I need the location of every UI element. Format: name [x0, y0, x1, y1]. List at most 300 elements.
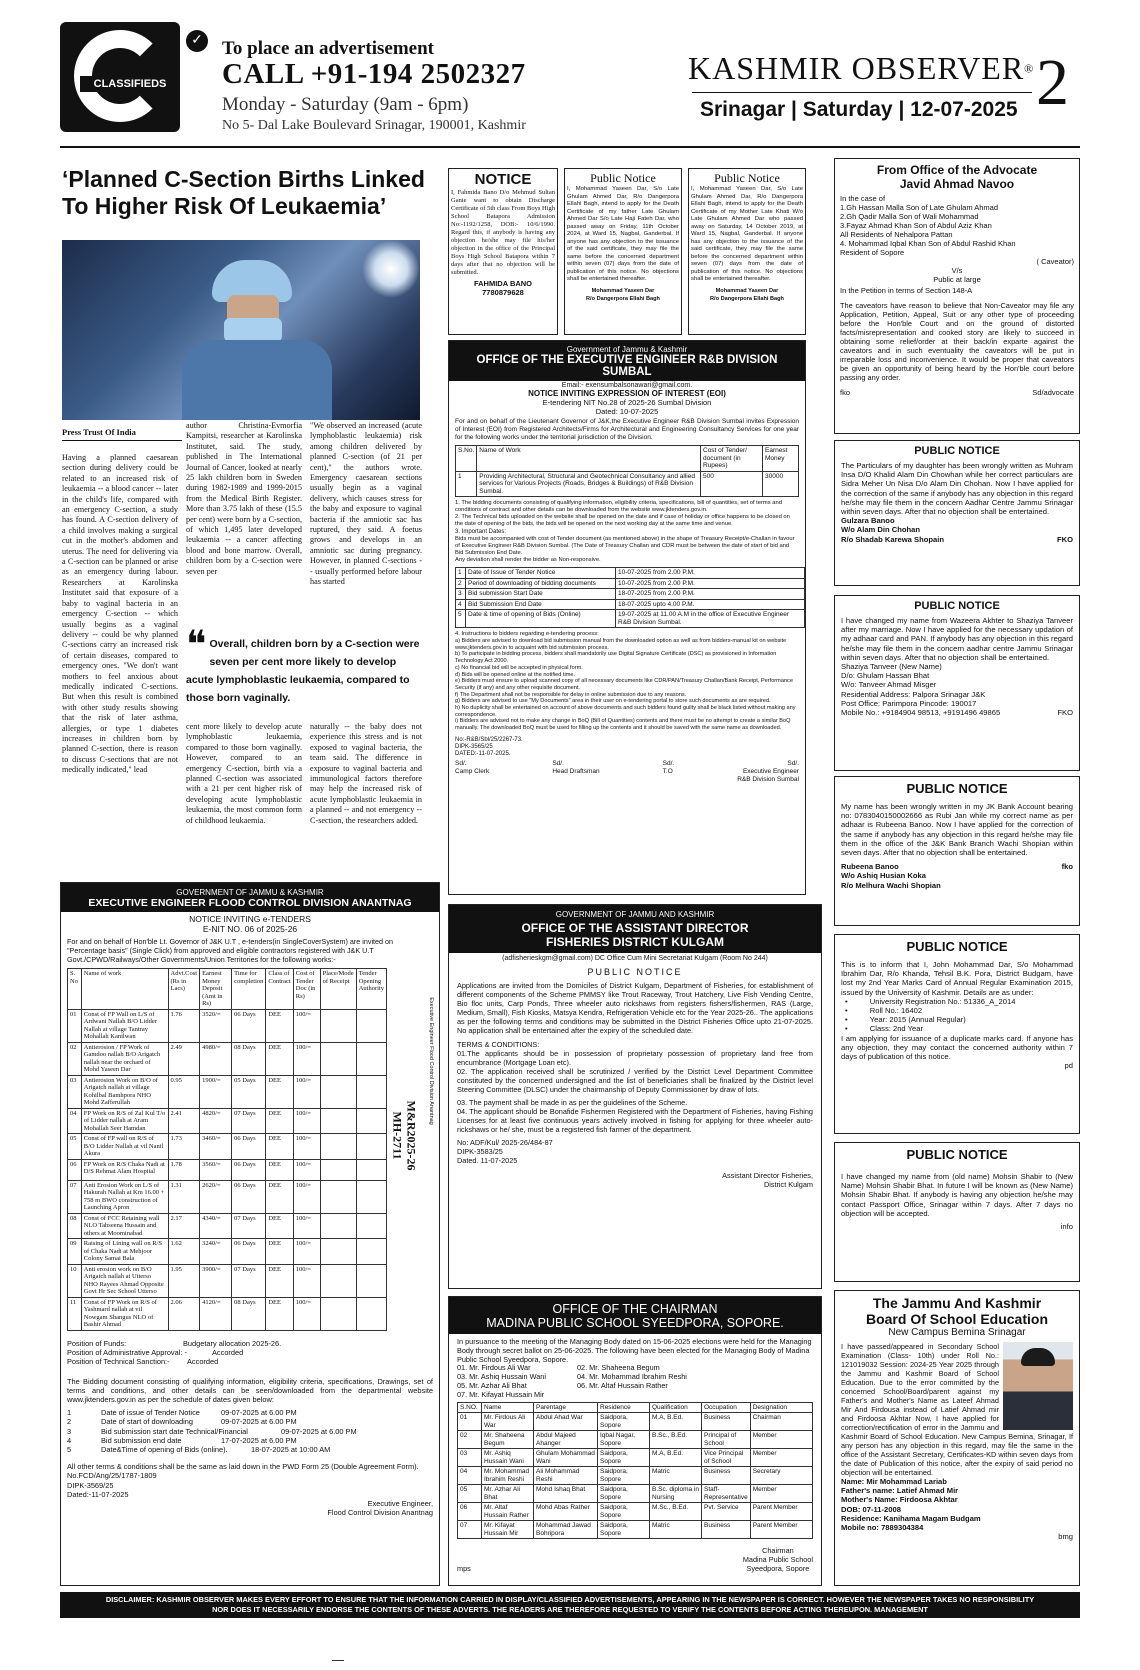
flood-cell: 04: [68, 1108, 82, 1134]
rnb-dated2: DATED:-11-07-2025.: [455, 750, 511, 757]
flood-row: [68, 1213, 387, 1239]
article-column-3: "We observed an increased (acute lymphoblastic leukaemia) risk among children delivered by planned C-section (of 21 per cent)," the authors wrote. Emergency caesarean sections usually begin as a vaginal delivery, which causes stress for the baby and exposure to vaginal bacteria if the amniotic sac has ruptured, they said. A foetus grows and develops in an amniotic sac during pregnancy. However, in planned C-sections -- usually performed before labour has started: [310, 421, 422, 587]
public-notice-gulzara: [834, 440, 1080, 586]
flood-row: [68, 1159, 387, 1180]
flood-cell: 06 Days: [232, 1159, 266, 1180]
rnb-dipk: DIPK-3565/25: [455, 743, 493, 750]
notice-tag: pd: [1064, 1061, 1073, 1071]
rnb-date-cell: Bid submission Start Date: [466, 589, 616, 600]
flood-cell: [320, 1134, 356, 1160]
madina-cell: Mr. Azhar Ali Bhat: [482, 1485, 534, 1503]
flood-row: [68, 1134, 387, 1160]
classifieds-logo: [60, 22, 180, 132]
notice-relation: W/o Ashiq Husian Koka: [841, 871, 926, 881]
fish-dipk: DIPK-3583/25: [457, 1147, 503, 1156]
article-byline: Press Trust Of India: [62, 427, 136, 437]
flood-vert-2: MH-2711: [390, 1111, 405, 1160]
madina-school-notice: [448, 1296, 822, 1586]
advert-address: No 5- Dal Lake Boulevard Srinagar, 190001, Kashmir: [222, 118, 526, 133]
madina-cell: Mohammad Jawad Bohripora: [534, 1521, 598, 1539]
rnb-date-cell: Period of downloading of bidding documents: [466, 578, 616, 589]
flood-cell: Const of FP wall on R/S of B/O Lidder Nallah at vil Nanil Akura: [81, 1134, 168, 1160]
flood-cell: 4820/=: [200, 1108, 232, 1134]
flood-pos-label: Position of Administrative Approval: -: [67, 1348, 187, 1358]
flood-cell: [356, 1159, 386, 1180]
flood-cell: [356, 1180, 386, 1213]
rnb-date-cell: 10-07-2025 from 2.00 P.M.: [616, 568, 805, 579]
madina-mps: mps: [457, 1563, 471, 1573]
madina-cell: Business: [702, 1413, 751, 1431]
madina-cell: Mr. Shaheena Begum: [482, 1431, 534, 1449]
flood-cell: 2.17: [168, 1213, 200, 1239]
madina-cell: B.Sc. diploma in Nursing: [650, 1485, 702, 1503]
madina-cell: Mr. Ashiq Hussain Wani: [482, 1449, 534, 1467]
flood-cell: [356, 1042, 386, 1075]
rnb-date-cell: 4: [456, 599, 466, 610]
flood-cell: 02: [68, 1042, 82, 1075]
flood-row: [68, 1009, 387, 1042]
madina-cell: Saidpora, Sopore: [598, 1503, 650, 1521]
fish-title-1: OFFICE OF THE ASSISTANT DIRECTOR: [521, 921, 749, 935]
rnb-instruction: h) No duplicity shall be entertained on account of above documents and such bidders found guilty shall be black listed without making any correspondence.: [455, 705, 796, 718]
flood-cell: 09: [68, 1239, 82, 1265]
madina-col: Qualification: [650, 1402, 702, 1413]
madina-sign-1: Chairman: [762, 1546, 794, 1556]
page-number: 2: [1036, 46, 1069, 119]
madina-sign-2: Madina Public School: [742, 1554, 813, 1564]
notice-body: The Particulars of my daughter has been wrongly written as Muhram Insa D/O Khalid Alam Din Chowhan while her correct particulars are Sidra Meher Un Nisa D/o Alam Din Chohan. Now I have applied for the correction of the same if anybody has any objection in this regard he/she may file them in the concern Aadhar Centre Jammu Srinagar within seven days. After that no objection shall be entertained.: [841, 461, 1073, 517]
flood-cell: [320, 1213, 356, 1239]
advocate-petition: In the Petition in terms of Section 148-A: [840, 286, 973, 295]
article-photo: [62, 240, 420, 420]
rnb-para: Any deviation shall render the bidder as Non-responsive.: [455, 557, 601, 563]
public-notice-john: [834, 934, 1080, 1134]
madina-title-2: MADINA PUBLIC SCHOOL SYEEDPORA, SOPORE.: [486, 1316, 784, 1330]
rnb-dated: Dated: 10-07-2025: [595, 407, 659, 416]
notice-body: I have changed my name from Wazeera Akhter to Shaziya Tanveer after my marriage. Now I have applied for the necessary updation of my adhaar card and PAN. If anybody has any objection in this regard he/she may file them in the concern aadhar centre Jammu Srinagar within seven days. After that no objection shall be entertained.: [841, 616, 1073, 662]
rnb-instructions: [455, 638, 799, 732]
madina-sign-3: Syeedpora, Sopore: [746, 1563, 810, 1573]
article-column-2b: cent more likely to develop acute lymphoblastic leukaemia, compared to those born vaginally. However, compared to an emergency C-section, birth via a planned C-section was associated with a 21 per cent higher risk of developing acute lymphoblastic leukaemia, the most common form of childhood leukaemia.: [186, 722, 302, 825]
flood-row: [68, 1108, 387, 1134]
rnb-col-sno: S.No.: [456, 446, 477, 472]
article-column-2: author Christina-Evmorfia Kampitsi, researcher at Karolinska Institutet, said. The study, published in The International Journal of Cancer, looked at nearly 25 lakh children born in Sweden during 1982-1989 and 1999-2015 from the Medical Birth Register. More than 3.75 lakh of these (15.5 per cent) were born by a C-section, of which 1,495 later developed leukaemia -- a cancer affecting blood and bone marrow. Overall, children born by a C-section were seven per: [186, 421, 302, 576]
madina-cell: Member: [750, 1431, 812, 1449]
jkbose-title-1: The Jammu And Kashmir: [872, 1295, 1042, 1311]
flood-cell: 4120/=: [200, 1297, 232, 1330]
flood-cell: 4980/=: [200, 1042, 232, 1075]
dateline: Srinagar | Saturday | 12-07-2025: [700, 98, 1018, 121]
fish-gov: GOVERNMENT OF JAMMU AND KASHMIR: [555, 910, 715, 919]
rnb-para: 4. Instructions to bidders regarding e-tendering process:: [455, 631, 599, 637]
flood-cell: 1.95: [168, 1264, 200, 1297]
fish-dated: Dated. 11-07-2025: [457, 1156, 518, 1165]
flood-cell: 1.78: [168, 1159, 200, 1180]
flood-cell: [320, 1075, 356, 1108]
notice-addr: R/o Melhura Wachi Shopian: [841, 880, 941, 890]
fish-body: Applications are invited from the Domiciles of District Kulgam, Department of Fisheries, for establishment of different components of the Scheme PMMSY like Trout Raceway, Trout Hatchery, Live Fish Vending Centre, Bio floc units, Carp Ponds, Three wheeler auto rickshaws from registers fishers/fishermen, RAS (Large, Medium, Small), Fish Kiosks, Matsya Kendra, Refrigeration Vehicle etc for the Year 2025-26.. The applications as per the following terms and conditions may be submitted in the District Fisheries Office upto 21-07-2025. No application shall be entertained after the expiry of the scheduled date.: [457, 981, 813, 1035]
madina-cell: B.Sc., B.Ed.: [650, 1431, 702, 1449]
flood-col: S. No: [68, 969, 82, 1010]
madina-row: [458, 1413, 813, 1431]
rnb-instruction: f) The Department shall not be responsible for delay in online submission due to any reasons.: [455, 691, 687, 698]
notice-name: Gulzara Banoo: [841, 516, 895, 526]
flood-cell: DEE: [266, 1075, 293, 1108]
rnb-notice: NOTICE INVITING EXPRESSION OF INTEREST (EOI): [528, 389, 726, 398]
flood-row: [68, 1180, 387, 1213]
flood-cell: 2.06: [168, 1297, 200, 1330]
fish-sign-2: District Kulgam: [763, 1180, 813, 1189]
madina-members-table: [457, 1402, 813, 1540]
public-notice-father: [564, 168, 682, 335]
rnb-intro: For and on behalf of the Lieutenant Governor of J&K,the Executive Engineer R&B Division Sumbal invites Expression of Interest (EOI) from Registered Architects/Firms for Architectural and Engineering Consultancy Services for one year for the following works under the territorial jurisdiction of the Division.: [455, 418, 799, 441]
flood-col: Earnest Money Deposit (Amt in Rs): [200, 969, 232, 1010]
rnb-date-cell: 10-07-2025 from 2.00 P.M.: [616, 578, 805, 589]
fish-term: 04. The applicant should be Bonafide Fishermen Registered with the Department of Fisheries, having Fishing Licenses for at least five continuous years actively involved in fishing for applying for three wheeler auto-rickshaws or he/ she, must be a registered fish farmer of the department.: [457, 1107, 813, 1134]
madina-rows: [458, 1413, 813, 1539]
madina-cell: Vice Principal of School: [702, 1449, 751, 1467]
flood-cell: DEE: [266, 1042, 293, 1075]
public-notice-rubeena: [834, 776, 1080, 926]
notice-relation: W/o Alam Din Chohan: [841, 525, 921, 535]
flood-cell: 3900/=: [200, 1264, 232, 1297]
flood-cell: 01: [68, 1009, 82, 1042]
flood-enit: E-NIT NO. 06 of 2025-26: [202, 924, 298, 934]
madina-row: [458, 1485, 813, 1503]
rnb-cell: 30000: [763, 471, 799, 497]
flood-cell: DEE: [266, 1264, 293, 1297]
madina-cell: Secretary: [750, 1467, 812, 1485]
fish-terms: TERMS & CONDITIONS:: [457, 1040, 540, 1049]
flood-cell: 3240/=: [200, 1239, 232, 1265]
advocate-sd: Sd/advocate: [1032, 388, 1074, 397]
rnb-title: OFFICE OF THE EXECUTIVE ENGINEER R&B DIVISION SUMBAL: [476, 354, 778, 378]
flood-cell: 1900/=: [200, 1075, 232, 1108]
rnb-sign-1: Camp Clerk: [455, 767, 490, 775]
flood-dated: Dated:-11-07-2025: [67, 1489, 129, 1499]
surgeon-mask: [224, 318, 282, 342]
article-headline: [62, 166, 442, 220]
notice-title: Public Notice: [590, 171, 656, 185]
flood-cell: 05: [68, 1134, 82, 1160]
notice-body: I, Fahmida Bano D/o Mehmud Sultan Ganie want to obtain Discharge Certificate of 5th class From Boys High School Batapora Admission No:-1192/1258, DOB:- 10/6/1990. Regard this, if anybody is having any objection he/she may file his/her objection in the office of the Principal Boys High School Batapora within 7 days after that no objection will be submitted.: [451, 189, 555, 276]
rnb-date-cell: 3: [456, 589, 466, 600]
madina-cell: Matric: [650, 1521, 702, 1539]
pull-quote-text: Overall, children born by a C-section were seven per cent more likely to develop acute lymphoblastic leukaemia, compared to those born vaginally.: [186, 638, 420, 704]
flood-cell: DEE: [266, 1239, 293, 1265]
flood-cell: [320, 1297, 356, 1330]
madina-cell: Saidpora, Sopore: [598, 1449, 650, 1467]
notice-title: PUBLIC NOTICE: [914, 600, 1000, 612]
flood-dates: 1 Date of issue of Tender Notice 09-07-2025 at 6.00 PM 2 Date of start of downloading 09-07-2025 at 6.00 PM 3 Bid submission start date Technical/Financial 09-07-2025 at 6.00 PM 4 Bid submission end date 17-07-2025 at 6.00 PM 5 Date&Time of opening of Bids (online). 18-07-2025 at 10:00 AM: [67, 1408, 357, 1454]
flood-cell: DEE: [266, 1297, 293, 1330]
flood-cell: [356, 1297, 386, 1330]
rnb-date-cell: 5: [456, 610, 466, 628]
madina-cell: Saidpora, Sopore: [598, 1413, 650, 1431]
madina-cell: M.A, B.Ed.: [650, 1413, 702, 1431]
flood-cell: 2.49: [168, 1042, 200, 1075]
advocate-public: Public at large: [933, 275, 981, 284]
jkbose-sub: New Campus Bemina Srinagar: [888, 1327, 1026, 1338]
flood-cell: 0.95: [168, 1075, 200, 1108]
flood-sign-2: Flood Control Division Anantnag: [327, 1508, 433, 1518]
fish-term: 03. The payment shall be made in as per the guidelines of the Scheme.: [457, 1098, 688, 1107]
notice-body: This is to inform that I, John Mohammad Dar, S/o Mohammad Ibrahim Dar, R/o Khanda, Tehsil B.K. Pora, District Budgam, have lost my 2nd Year Marks Card of Annual Regular Examination 2015, issued by the University of Kashmir. Details are as under:: [841, 960, 1073, 997]
rnb-date-cell: Date & time of opening of Bids (Online): [466, 610, 616, 628]
flood-cell: Raising of Lining wall on R/S of Chaka Nadi at Mehjoor Colony Samai Bala: [81, 1239, 168, 1265]
advocate-parties: In the case of 1.Gh Hassan Malla Son of Late Ghulam Ahmad 2.Gh Qadir Malla Son of Wali Mohammad 3.Fayaz Ahmad Khan Son of Abdul Aziz Khan All Residents of Nehalpora Pattan 4. Mohammad Iqbal Khan Son of Abdul Rashid Khan Resident of Sopore: [840, 194, 1016, 257]
fisheries-notice: [448, 904, 822, 1289]
notice-bullet: • Roll No.: 16402: [845, 1006, 923, 1016]
flood-cell: [320, 1042, 356, 1075]
flood-row: [68, 1297, 387, 1330]
madina-row: [458, 1449, 813, 1467]
flood-cell: [320, 1108, 356, 1134]
flood-body: The Bidding document consisting of qualifying information, eligibility criteria, specifications, Drawings, set of terms and conditions, and other details can be seen/downloaded from the departmental website www.jktenders.gov.in as per the schedule of dates given below:: [67, 1376, 433, 1404]
advert-phone: CALL +91-194 2502327: [222, 58, 526, 90]
madina-cell: Saidpora, Sopore: [598, 1521, 650, 1539]
flood-cell: 10: [68, 1264, 82, 1297]
flood-vert-1: M&R2025-26: [404, 1100, 419, 1171]
fish-header: [449, 905, 821, 953]
flood-header: [61, 883, 439, 912]
rnb-instruction: b) To participate in bidding process, bidders shall mandatorily use Digital Signature Certificate (DSC) as provisioned in Information Technology Act 2000.: [455, 651, 777, 665]
flood-cell: Antierosion / FP Work of Gamdoo nallah B/O Arigatch nallah near the orchard of Mohd Yaseen Dar: [81, 1042, 168, 1075]
madina-cell: Business: [702, 1467, 751, 1485]
madina-cell: M.Sc., B.Ed.: [650, 1503, 702, 1521]
flood-intro: For and on behalf of Hon'ble Lt. Governor of J&K U.T , e-tenders(in SingleCoverSystem) are invited on "Percentage basis" (Single Click) from approved and eligible contractors registered with J&K U.T Govt./CPWD/Railways/Other Governments/Union Territories for the following works:-: [67, 937, 394, 964]
flood-pos-label: Position of Funds:: [67, 1338, 127, 1348]
notice-sign: Mohammad Yaseen Dar: [591, 287, 655, 294]
rnb-signatures: Sd/. Camp Clerk Sd/. Head Draftsman Sd/. T.O Sd/. Executive Engineer R&B Division Sumbal: [455, 759, 799, 783]
flood-cell: [320, 1009, 356, 1042]
madina-cell: Mr. Firdous Ali War: [482, 1413, 534, 1431]
rnb-cell: 1: [456, 471, 477, 497]
photo-hair: [1021, 1348, 1055, 1366]
flood-cell: 07 Days: [232, 1213, 266, 1239]
flood-title: EXECUTIVE ENGINEER FLOOD CONTROL DIVISION ANANTNAG: [88, 897, 412, 909]
rnb-date-cell: Bid Submission End Date: [466, 599, 616, 610]
megaphone-icon: ✓: [186, 30, 208, 52]
rnb-instruction: e) Bidders must ensure to upload scanned copy of all necessary documents like CDR/PAN/Treasury Challan/Bank Receipt, Performance Security (if any) and any other requisite document.: [455, 678, 793, 691]
fish-term: 02. The application received shall be scrutinized / verified by the District Level Department Committee constituted by the concerned undersigned and the list of beneficiaries shall be finalized by the District level Steering Committee (DLSC) under the chairmanship of Deputy Commissioner by draw of lots.: [457, 1067, 813, 1094]
madina-row: [458, 1521, 813, 1539]
flood-cell: 11: [68, 1297, 82, 1330]
notice-fahmida: [448, 168, 558, 335]
flood-col: Time for completion: [232, 969, 266, 1010]
madina-cell: Staff-Representative: [702, 1485, 751, 1503]
rnb-date-cell: 18-07-2025 upto 4.00 P.M.: [616, 599, 805, 610]
rnb-date-cell: 18-07-2025 from 2.00 P.M.: [616, 589, 805, 600]
rnb-col-name: Name of Work: [477, 446, 701, 472]
flood-cell: [356, 1239, 386, 1265]
rnb-instruction: a) Bidders are advised to download bid submission manual from the downloaded option as well as from bidders-manual kit on website www.jktenders.gov.in to acquaint with bid submission process.: [455, 638, 787, 651]
madina-col: Name: [482, 1402, 534, 1413]
notice-bullet: • University Registration No.: 51336_A_2014: [845, 996, 1016, 1006]
flood-row: [68, 1264, 387, 1297]
rnb-sumbal-notice: [448, 340, 806, 895]
flood-ref: No.FCD/Ang/25/1787-1809: [67, 1471, 157, 1481]
madina-cell: Parent Member: [750, 1503, 812, 1521]
operating-light: [362, 240, 420, 298]
rnb-para: 2. The Technical bids uploaded on the website shall be opened on the date and if case of holiday or office happens to be closed on the date of opening of the bids, the bids will be opened on the next working day at the same time and venue.: [455, 514, 790, 527]
flood-cell: [356, 1075, 386, 1108]
madina-cell: Member: [750, 1449, 812, 1467]
flood-cell: Const of FP Wall on L/S of Ardwani Nallah B/O Lidder Nallah at village Tantray Mohallah Kanilwan: [81, 1009, 168, 1042]
flood-cell: [356, 1108, 386, 1134]
advocate-title-1: From Office of the Advocate: [876, 163, 1038, 177]
notice-bullet: • Year: 2015 (Annual Regular): [845, 1015, 966, 1025]
madina-cell: Saidpora, Sopore: [598, 1485, 650, 1503]
notice-tag: FKO: [1057, 708, 1073, 718]
article-column-3b: naturally -- the baby does not experience this stress and is not exposed to vaginal bacteria, the team said. The difference in exposure to vaginal bacteria and immunological factors therefore may help the increased risk of acute lymphoblastic leukaemia in a planned -- and not emergency -- C-section, the researchers added.: [310, 722, 422, 825]
madina-cell: Saidpora, Sopore: [598, 1467, 650, 1485]
headline-line-2: To Higher Risk Of Leukaemia’: [62, 193, 387, 219]
flood-row: [68, 1239, 387, 1265]
flood-col: Name of work: [81, 969, 168, 1010]
pull-quote: [186, 624, 422, 706]
madina-title-1: OFFICE OF THE CHAIRMAN: [552, 1302, 718, 1316]
notice-name: FAHMIDA BANO: [473, 279, 533, 288]
jkbose-title-2: Board Of School Education: [865, 1311, 1048, 1327]
jkbose-photo: [1003, 1342, 1073, 1430]
advert-hours: Monday - Saturday (9am - 6pm): [222, 94, 469, 115]
flood-dipk: DIPK-3569/25: [67, 1480, 114, 1490]
flood-cell: 100/=: [293, 1180, 320, 1213]
madina-cell: 05: [458, 1485, 482, 1503]
flood-col: Tender Opening Authority: [356, 969, 386, 1010]
flood-cell: 06: [68, 1159, 82, 1180]
rnb-instruction: i) Bidders are advised not to make any change in BoQ (Bill of Quantities) contents and there must be no attempt to create a similar BoQ manually. The downloaded BoQ must be used for filling up the contents and it should be saved with the same name as downloaded.: [455, 718, 791, 732]
rnb-header: [449, 341, 805, 381]
notice-body: I, Mohammad Yaseen Dar, S/o Late Ghulam Ahmed Dar, R/o Dangerpora Ellahi Bagh, intend to apply for the Death Certificate of my father Late Ghulam Ahmed Dar S/o Late Haji Fateh Dar, who passed away on Friday, 11th October 2024, at Ward 15, Nagbal, Ganderbal. If anyone has any objection to the issuance of the said certificate, they may file the same before the concerned department within seven (07) days from the date of publication of this notice. No objections shall be entertained thereafter.: [567, 186, 679, 282]
byline-rule: [62, 440, 182, 441]
flood-cell: DEE: [266, 1159, 293, 1180]
rnb-col-emd: Earnest Money: [763, 446, 799, 472]
flood-col: Cost of Tender Doc (in Rs): [293, 969, 320, 1010]
advert-tagline: To place an advertisement: [222, 38, 434, 59]
flood-cell: 1.76: [168, 1009, 200, 1042]
logo-text: CLASSIFIEDS: [80, 76, 180, 92]
paper-name: KASHMIR OBSERVER: [688, 50, 1025, 86]
rnb-dates-table: [455, 567, 805, 628]
notice-tag: FKO: [1056, 534, 1073, 544]
flood-cell: [320, 1159, 356, 1180]
flood-vertical-stamp: [390, 997, 434, 1268]
flood-cell: 100/=: [293, 1239, 320, 1265]
madina-cell: Mohd Ishaq Bhat: [534, 1485, 598, 1503]
fish-title-2: FISHERIES DISTRICT KULGAM: [545, 935, 724, 949]
headline-line-1: ‘Planned C-Section Births Linked: [62, 166, 425, 192]
notice-title: Public Notice: [714, 171, 780, 185]
flood-cell: 3560/=: [200, 1159, 232, 1180]
rnb-sign-2: Head Draftsman: [552, 767, 600, 775]
flood-cell: 07: [68, 1180, 82, 1213]
notice-body: I, Mohammad Yaseen Dar, S/o Late Ghulam Ahmed Dar, R/o Dangerpora Ellahi Bagh, intend to apply for the Death Certificate of my Mother Late Khati W/o Late Ghulam Ahmed Dar who passed away on Saturday, 14 October 2019, at Ward 15, Nagbal, Ganderbal. If anyone has any objection to the issuance of the said certificate, they may file the same before the concerned department within seven (07) days from the date of publication of this notice. No objections shall be entertained thereafter.: [691, 186, 803, 282]
flood-cell: 3460/=: [200, 1134, 232, 1160]
rnb-sign-4: Executive Engineer: [742, 767, 799, 775]
madina-cell: M.A, B.Ed.: [650, 1449, 702, 1467]
flood-cell: DEE: [266, 1180, 293, 1213]
registered-mark: ®: [1024, 61, 1034, 76]
flood-cell: 100/=: [293, 1108, 320, 1134]
notice-sign: Mohammad Yaseen Dar: [715, 287, 779, 294]
advocate-caveator: ( Caveator): [1036, 257, 1074, 266]
madina-col: Occupation: [702, 1402, 751, 1413]
notice-tag: fko: [1061, 862, 1073, 872]
advocate-body: The caveators have reason to believe that Non-Caveator may file any Application, Petition, Appeal, Suit or any other type of proceeding before the Hon'ble Court and on the ground of distorted facts/misrepresentation and cooked story are likely to succeed in obtaining some relief/order at their back/in exparte against the caveators and in such eventuality the caveators will be put in irreparable loss and inconvenience. It would be proper that caveators be given an opportunity of being heard by the Hon'ble court before passing any order.: [840, 301, 1074, 382]
notice-tag: bmg: [1058, 1532, 1073, 1542]
flood-cell: 1.73: [168, 1134, 200, 1160]
jkbose-body: I have passed/appeared in Secondary School Examination (Class- 10th) under Roll No.: 121019032 Session: 2024-25 Year 2025 through the Jammu and Kashmir Board of School Education. Due to the error committed by the concerned School/Board/parent against my Father's and Mother's Name as Lateef Ahmad Mir And Firdousa instead of Latief Ahmad mir and Firdoosa Akhtar Now, I have applied for correction/rectification of error in the Jammu and Kashmir Board of School Education. New Campus Bemina, Srinagar, If any person has any objection in this regard, may file the same in the office of the Assistant Secretary, Certificates-KD within seven days from the date of Publication of this notice, after the expiry of said period no objection will be entertained.: [841, 1342, 1073, 1477]
disclaimer-bar: DISCLAIMER: KASHMIR OBSERVER MAKES EVERY EFFORT TO ENSURE THAT THE INFORMATION CARRIED IN DISPLAY/CLASSIFIED ADVERTISEMENTS, APPEARING IN THE NEWSPAPER IS CORRECT. HOWEVER THE NEWSPAPER TAKES NO RESPONSIBILITY NOR DOES IT NECESSARILY ENDORSE THE CONTENTS OF THESE ADVERTS. THE READERS ARE THEREFORE REQUESTED TO VERIFY THE CONTENTS BEFORE ACTING THEREUPON. MANAGEMENT: [60, 1592, 1080, 1618]
madina-cell: 03: [458, 1449, 482, 1467]
flood-cell: [320, 1264, 356, 1297]
article-column-1: Having a planned caesarean section during delivery could be related to an increased risk of leukaemia -- a blood cancer -- later in the child's life, compared with an emergency C-section, a study has found. A C-section delivery of a child involves making a surgical cut in the mother's abdomen and uterus. The need for delivering via a C-section can be planned or arise as an emergency during labour. Researchers at Karolinska Institutet said that exposure of a baby to vaginal bacteria in an emergency C-section -- which usually begins as a vaginal delivery -- could be why planned C-sections carry an increased risk of certain diseases, compared to emergency ones. "We don't want mothers to feel anxious about medically indicated C-sections. But when this result is combined with other study results showing that the risk of later asthma, allergies, or type 1 diabetes increases in children born by planned C-section, there is reason to discuss C-sections that are not medically indicated," lead: [62, 453, 178, 775]
madina-cell: Member: [750, 1485, 812, 1503]
madina-cell: Iqbal Nagar, Sopore: [598, 1431, 650, 1449]
rnb-email: Email:- exensumbalsonawari@gmail.com.: [561, 382, 693, 389]
page-fold-mark: [332, 1660, 344, 1661]
flood-cell: 07 Days: [232, 1264, 266, 1297]
madina-cell: 06: [458, 1503, 482, 1521]
flood-sign-1: Executive Engineer,: [367, 1498, 433, 1508]
flood-cell: 06 Days: [232, 1180, 266, 1213]
rnb-sign-4b: R&B Division Sumbal: [737, 775, 799, 783]
fish-term: 01.The applicants should be in possession of proprietary possession of proprietary land free from encumbrance (Mortgage Loan etc).: [457, 1049, 813, 1067]
flood-pos-label: Position of Technical Sanction:-: [67, 1357, 170, 1367]
flood-cell: 06 Days: [232, 1009, 266, 1042]
notice-addr: R/o Dangerpora Ellahi Bagh: [710, 295, 784, 302]
flood-cell: 100/=: [293, 1042, 320, 1075]
flood-col: Place/Mode of Receipt: [320, 969, 356, 1010]
flood-cell: 08 Days: [232, 1042, 266, 1075]
madina-cell: Pvt. Service: [702, 1503, 751, 1521]
rnb-instruction: g) Bidders are advised to use "My Documents" area in their user on e-tendering portal to store such documents as are required.: [455, 698, 771, 705]
rnb-col-cost: Cost of Tender/ document (in Rupees): [701, 446, 763, 472]
flood-cell: 05 Days: [232, 1075, 266, 1108]
rnb-gov: Government of Jammu & Kashmir: [566, 345, 688, 354]
surgeon-gown: [182, 340, 332, 420]
flood-col: Advt.Cost (Rs in Lacs): [168, 969, 200, 1010]
rnb-date-cell: 2: [456, 578, 466, 589]
flood-cell: 03: [68, 1075, 82, 1108]
public-notice-shaziya: PUBLIC NOTICE I have changed my name from Wazeera Akhter to Shaziya Tanveer after my marriage. Now I have applied for the necessary updation of my adhaar card and PAN. If anybody has any objection in this regard he/she may file them in the concern aadhar centre Jammu Srinagar within seven days. After that no objection shall be entertained. Shaziya Tanveer (New Name) D/o: Ghulam Hassan Bhat W/o: Tanveer Ahmad Misger Residential Address: Palpora Srinagar J&K Post Office: Parimpora Pincode: 190017 Mobile No.: +9184904 98513, +9191496 49865 FKO: [834, 595, 1080, 771]
madina-header: [449, 1297, 821, 1334]
advocate-caveat: [834, 158, 1080, 434]
madina-cell: Mohd Abas Rather: [534, 1503, 598, 1521]
quote-icon: ❝: [186, 624, 207, 666]
madina-col: Residence: [598, 1402, 650, 1413]
madina-row: [458, 1467, 813, 1485]
notice-tag: info: [1060, 1222, 1073, 1232]
rnb-instruction: d) Bids will be opened online at the notified time.: [455, 671, 576, 678]
notice-title: PUBLIC NOTICE: [906, 781, 1008, 796]
fish-sign-1: Assistant Director Fisheries,: [722, 1171, 813, 1180]
madina-cell: 02: [458, 1431, 482, 1449]
flood-pos-value: Budgetary allocation 2025-26.: [183, 1338, 282, 1348]
flood-cell: 1.31: [168, 1180, 200, 1213]
fish-email: (adfisherieskgm@gmail.com) DC Office Cum Mini Secretariat Kulgam (Room No 244): [502, 955, 768, 962]
notice-addr: R/o Shadab Karewa Shopain: [841, 534, 944, 544]
madina-elected: 01. Mr. Firdous Ali War 02. Mr. Shaheena Begum 03. Mr. Ashiq Hussain Wani 04. Mr. Mohammad Ibrahim Reshi 05. Mr. Azhar Ali Bhat 06. Mr. Altaf Hussain Rather 07. Mr. Kifayat Hussain Mir: [457, 1363, 687, 1399]
madina-cell: Principal of School: [702, 1431, 751, 1449]
rnb-para: Bids must be accompanied with cost of Tender document (as mentioned above) in the shape of Treasury Receipt/e-Challan in favour of Executive Engineer R&B Division Sumbal. (The Date of Treasury Challan and CDR must be between the date of start of bid and Bid Submission End Date.: [455, 536, 795, 556]
madina-cell: Matric: [650, 1467, 702, 1485]
flood-cell: 100/=: [293, 1134, 320, 1160]
notice-body: My name has been wrongly written in my JK Bank Account bearing no: 0783040150002666 as Rubi Jan while my correct name as per adhaar is Rubeena Banoo. Now I have applied for the correction of the same if anybody has any objection in this regard he/she may file them in the office of the J&K Bank Branch Wachi Shopian within seven days. After that no objection shall be entertained.: [841, 802, 1073, 858]
rnb-work-table: [455, 445, 799, 497]
